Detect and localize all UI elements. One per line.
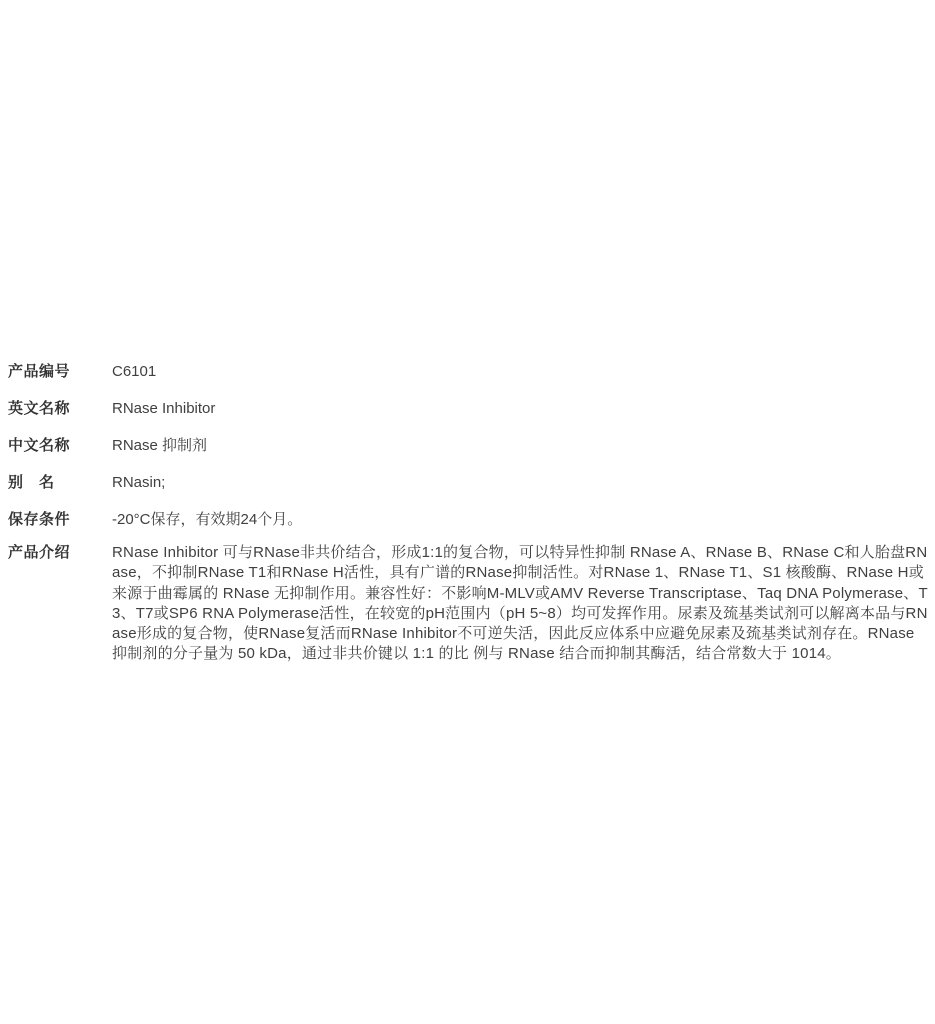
label-english-name: 英文名称 [8, 400, 71, 417]
row-english-name [8, 399, 930, 419]
row-storage-conditions [8, 510, 930, 530]
label-chinese-name: 中文名称 [8, 437, 71, 454]
label-product-description: 产品介绍 [8, 544, 71, 561]
row-product-id [8, 362, 930, 382]
value-english-name: RNase Inhibitor [112, 400, 216, 417]
value-alias: RNasin; [112, 474, 166, 491]
value-chinese-name: RNase 抑制剂 [112, 437, 208, 454]
value-storage-conditions: -20°C保存，有效期24个月。 [112, 511, 303, 528]
product-info-table [8, 362, 930, 682]
row-alias [8, 473, 930, 493]
row-chinese-name [8, 436, 930, 456]
label-alias: 别 名 [8, 474, 55, 491]
label-storage-conditions: 保存条件 [8, 511, 71, 528]
value-product-description: RNase Inhibitor 可与RNase非共价结合，形成1:1的复合物，可以特异性抑制 RNase A、RNase B、RNase C和人胎盘RNase，不抑制RNase T1和RNase H活性，具有广谱的RNase抑制活性。对RNase 1、RNase T1、S1 核酸酶、RNase H或来源于曲霉属的 RNase 无抑制作用。兼容性好：不影响M-MLV或AMV Reverse Transcriptase、Taq DNA Polymerase、T3、T7或SP6 RNA Polymerase活性，在较宽的pH范围内（pH 5~8）均可发挥作用。尿素及巯基类试剂可以解离本品与RNase形成的复合物，使RNase复活而RNase Inhibitor不可逆失活，因此反应体系中应避免尿素及巯基类试剂存在。RNase 抑制剂的分子量为 50 kDa，通过非共价键以 1:1 的比 例与 RNase 结合而抑制其酶活，结合常数大于 1014。 [112, 544, 928, 663]
label-product-id: 产品编号 [8, 363, 71, 380]
row-product-description [8, 543, 930, 665]
value-product-id: C6101 [112, 363, 157, 380]
